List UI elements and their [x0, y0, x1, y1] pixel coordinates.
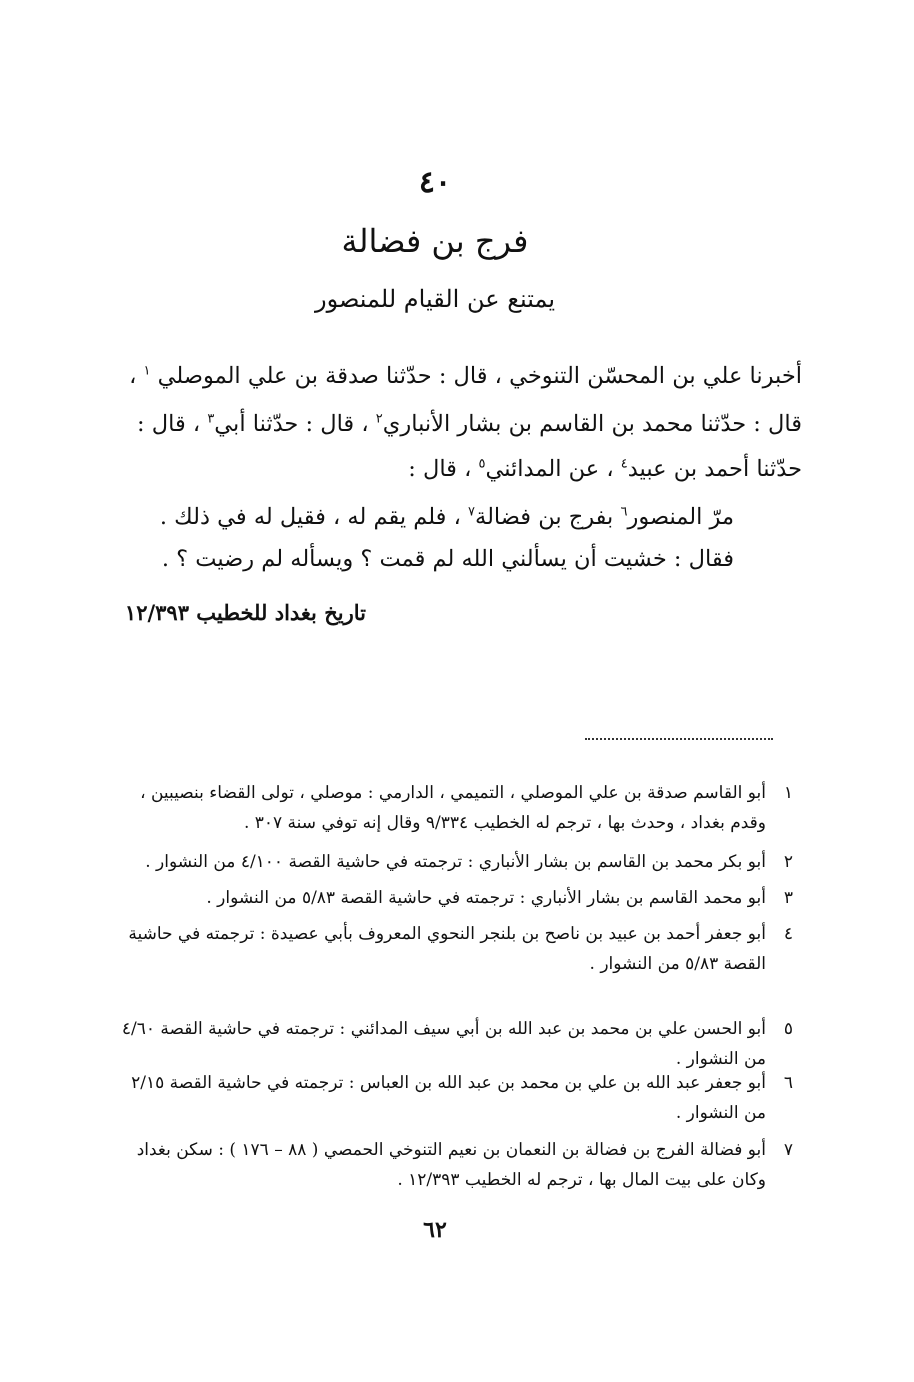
body-text: فقال : خشيت أن يسألني الله لم قمت ؟ ويسأله لم رضيت ؟ . — [161, 546, 734, 572]
story-subtitle: يمتنع عن القيام للمنصور — [315, 285, 555, 313]
footnote-text: وكان على بيت المال بها ، ترجم له الخطيب ١٢/٣٩٣ . — [397, 1170, 766, 1190]
footnote-ref-5: ٥ — [478, 456, 486, 472]
footnote-number: ٣ — [783, 888, 793, 908]
footnote-number: ٧ — [783, 1140, 793, 1160]
body-text: ، فلم يقم له ، فقيل له في ذلك . — [159, 504, 461, 530]
footnote-number: ٥ — [783, 1019, 793, 1039]
body-text: أخبرنا علي بن المحسّن التنوخي ، قال : حدّثنا صدقة بن علي الموصلي — [157, 363, 802, 389]
body-text: بفرج بن فضالة — [475, 504, 614, 530]
footnote-7 — [111, 1135, 793, 1195]
footnote-text: أبو جعفر أحمد بن عبيد بن ناصح بن بلنجر النحوي المعروف بأبي عصيدة : ترجمته في حاشية — [128, 924, 766, 944]
body-text: ، قال : — [408, 456, 472, 482]
body-text: ، — [129, 363, 137, 389]
footnote-ref-3: ٣ — [207, 411, 215, 427]
body-line-5 — [54, 545, 734, 573]
footnote-separator — [585, 738, 773, 740]
body-text: قال : حدّثنا محمد بن القاسم بن بشار الأنباري — [382, 411, 802, 437]
footnote-text: أبو القاسم صدقة بن علي الموصلي ، التميمي ، الدارمي : موصلي ، تولى القضاء بنصيبين ، — [140, 783, 766, 803]
body-line-2 — [122, 410, 802, 438]
body-text: مرّ المنصور — [627, 504, 734, 530]
footnote-4 — [111, 919, 793, 979]
body-text: ، عن المدائني — [485, 456, 614, 482]
footnote-number: ٢ — [783, 852, 793, 872]
body-line-4 — [54, 503, 734, 531]
footnote-text: القصة ٥/٨٣ من النشوار . — [589, 954, 766, 974]
footnote-5 — [111, 1014, 793, 1074]
footnote-text: أبو بكر محمد بن القاسم بن بشار الأنباري : ترجمته في حاشية القصة ٤/١٠٠ من النشوار . — [145, 852, 766, 872]
body-line-1 — [122, 362, 802, 390]
footnote-number: ٦ — [783, 1073, 793, 1093]
body-text: ، قال : — [137, 411, 201, 437]
footnote-3 — [111, 883, 793, 913]
footnote-text: أبو جعفر عبد الله بن علي بن محمد بن عبد الله بن العباس : ترجمته في حاشية القصة ٢/١٥ — [131, 1073, 766, 1093]
footnote-text: أبو محمد القاسم بن بشار الأنباري : ترجمته في حاشية القصة ٥/٨٣ من النشوار . — [206, 888, 766, 908]
footnote-ref-7: ٧ — [468, 504, 475, 520]
body-text: ، قال : حدّثنا أبي — [214, 411, 369, 437]
footnote-text: وقدم بغداد ، وحدث بها ، ترجم له الخطيب ٩/٣٣٤ وقال إنه توفي سنة ٣٠٧ . — [243, 813, 766, 833]
footnote-ref-1: ١ — [143, 363, 151, 379]
story-title: فرج بن فضالة — [341, 222, 529, 260]
page-number: ٦٢ — [423, 1217, 447, 1243]
story-number: ٤٠ — [418, 165, 452, 200]
body-line-3 — [122, 455, 802, 483]
footnote-text: من النشوار . — [675, 1049, 766, 1069]
source-citation: تاريخ بغداد للخطيب ١٢/٣٩٣ — [124, 600, 366, 625]
footnote-number: ٤ — [783, 924, 793, 944]
footnote-2 — [111, 847, 793, 877]
footnote-ref-2: ٢ — [375, 411, 383, 427]
footnote-ref-4: ٤ — [620, 456, 628, 472]
footnote-6 — [111, 1068, 793, 1128]
footnote-1 — [111, 778, 793, 838]
footnote-text: من النشوار . — [675, 1103, 766, 1123]
footnote-text: أبو فضالة الفرج بن فضالة بن النعمان بن نعيم التنوخي الحمصي ( ٨٨ – ١٧٦ ) : سكن بغداد — [136, 1140, 766, 1160]
footnote-number: ١ — [783, 783, 793, 803]
footnote-ref-6: ٦ — [620, 504, 628, 520]
body-text: حدّثنا أحمد بن عبيد — [627, 456, 802, 482]
footnote-text: أبو الحسن علي بن محمد بن عبد الله بن أبي سيف المدائني : ترجمته في حاشية القصة ٤/٦٠ — [121, 1019, 766, 1039]
